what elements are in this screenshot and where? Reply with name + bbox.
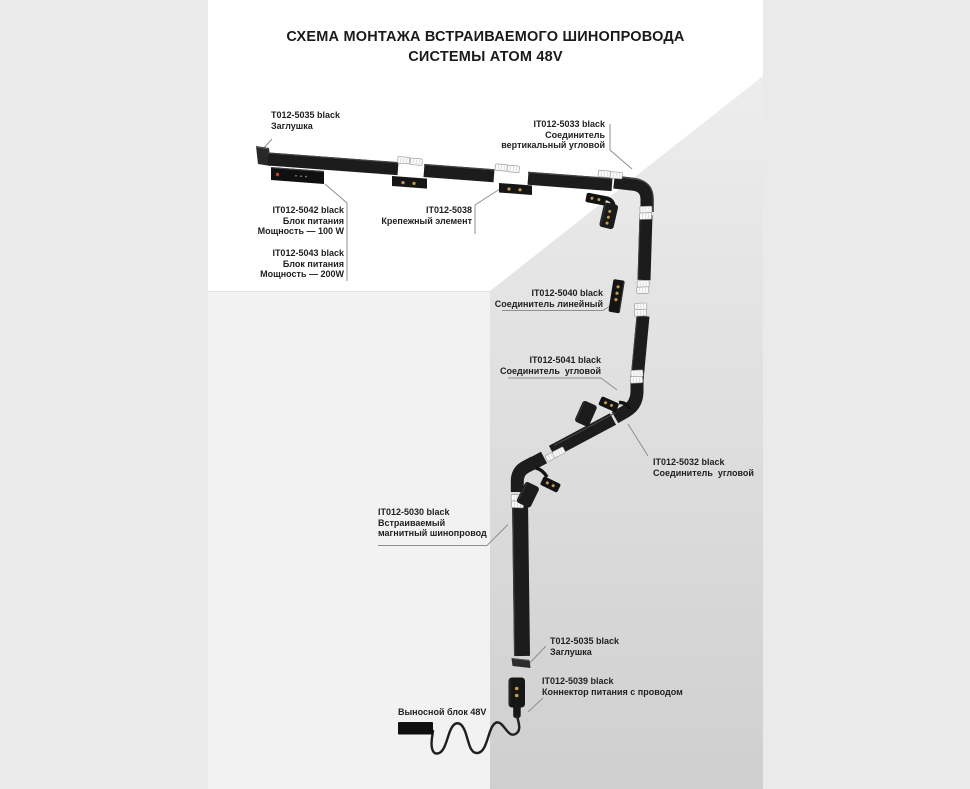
ceiling-track-segment-3 (528, 178, 612, 184)
part-desc: Встраиваемый (378, 517, 446, 528)
part-code: IT012-5033 black (533, 119, 605, 129)
recessed-magnetic-track (520, 501, 522, 656)
part-desc: Блок питания (282, 215, 344, 226)
label-end-cap-top (271, 110, 340, 131)
part-code: IT012-5032 black (653, 457, 725, 467)
part-code: IT012-5030 black (378, 507, 450, 517)
part-desc: вертикальный угловой (501, 140, 605, 150)
part-code: IT012-5043 black (272, 248, 344, 258)
ceiling-track-segment-2 (424, 171, 494, 176)
title-line-2: СИСТЕМЫ АТОМ 48V (408, 49, 563, 65)
part-desc: Заглушка (550, 646, 592, 657)
part-desc: Соединитель угловой (500, 365, 601, 376)
wall-track-segment-1 (644, 215, 646, 280)
part-code: T012-5035 black (550, 636, 620, 646)
part-desc: Мощность — 100 W (257, 226, 344, 236)
part-desc: Блок питания (282, 258, 344, 269)
part-code: T012-5035 black (271, 110, 341, 120)
part-desc: Коннектор питания с проводом (542, 686, 683, 697)
remote-power-unit (398, 722, 433, 735)
part-code: IT012-5038 (425, 205, 472, 215)
label-psu-100 (258, 205, 344, 237)
label-linear-connector (495, 288, 603, 309)
part-desc: Мощность — 200W (260, 269, 344, 279)
title-line-1: СХЕМА МОНТАЖА ВСТРАИВАЕМОГО ШИНОПРОВОДА (286, 29, 685, 45)
part-code: IT012-5039 black (542, 676, 614, 686)
label-remote-unit (398, 707, 486, 718)
part-code: IT012-5042 black (272, 205, 344, 215)
part-code: IT012-5040 black (531, 288, 603, 298)
part-desc: Крепежный элемент (381, 215, 472, 226)
part-desc: магнитный шинопровод (378, 528, 487, 538)
label-power-connector (542, 676, 683, 697)
label-corner-connector-upper (500, 355, 601, 376)
power-led (276, 173, 279, 176)
part-desc: Выносной блок 48V (398, 707, 487, 717)
part-code: IT012-5041 black (529, 355, 601, 365)
label-fastener (381, 205, 472, 226)
label-end-cap-bottom (550, 636, 619, 657)
label-vertical-corner-connector (501, 119, 605, 151)
part-desc: Соединитель угловой (653, 467, 754, 478)
label-corner-connector-lower (653, 457, 754, 478)
part-desc: Заглушка (271, 120, 313, 131)
label-psu-200 (260, 248, 344, 280)
page-title (208, 27, 763, 67)
part-desc: Соединитель линейный (494, 298, 603, 309)
part-desc: Соединитель (545, 129, 605, 140)
label-recessed-track (378, 507, 487, 539)
